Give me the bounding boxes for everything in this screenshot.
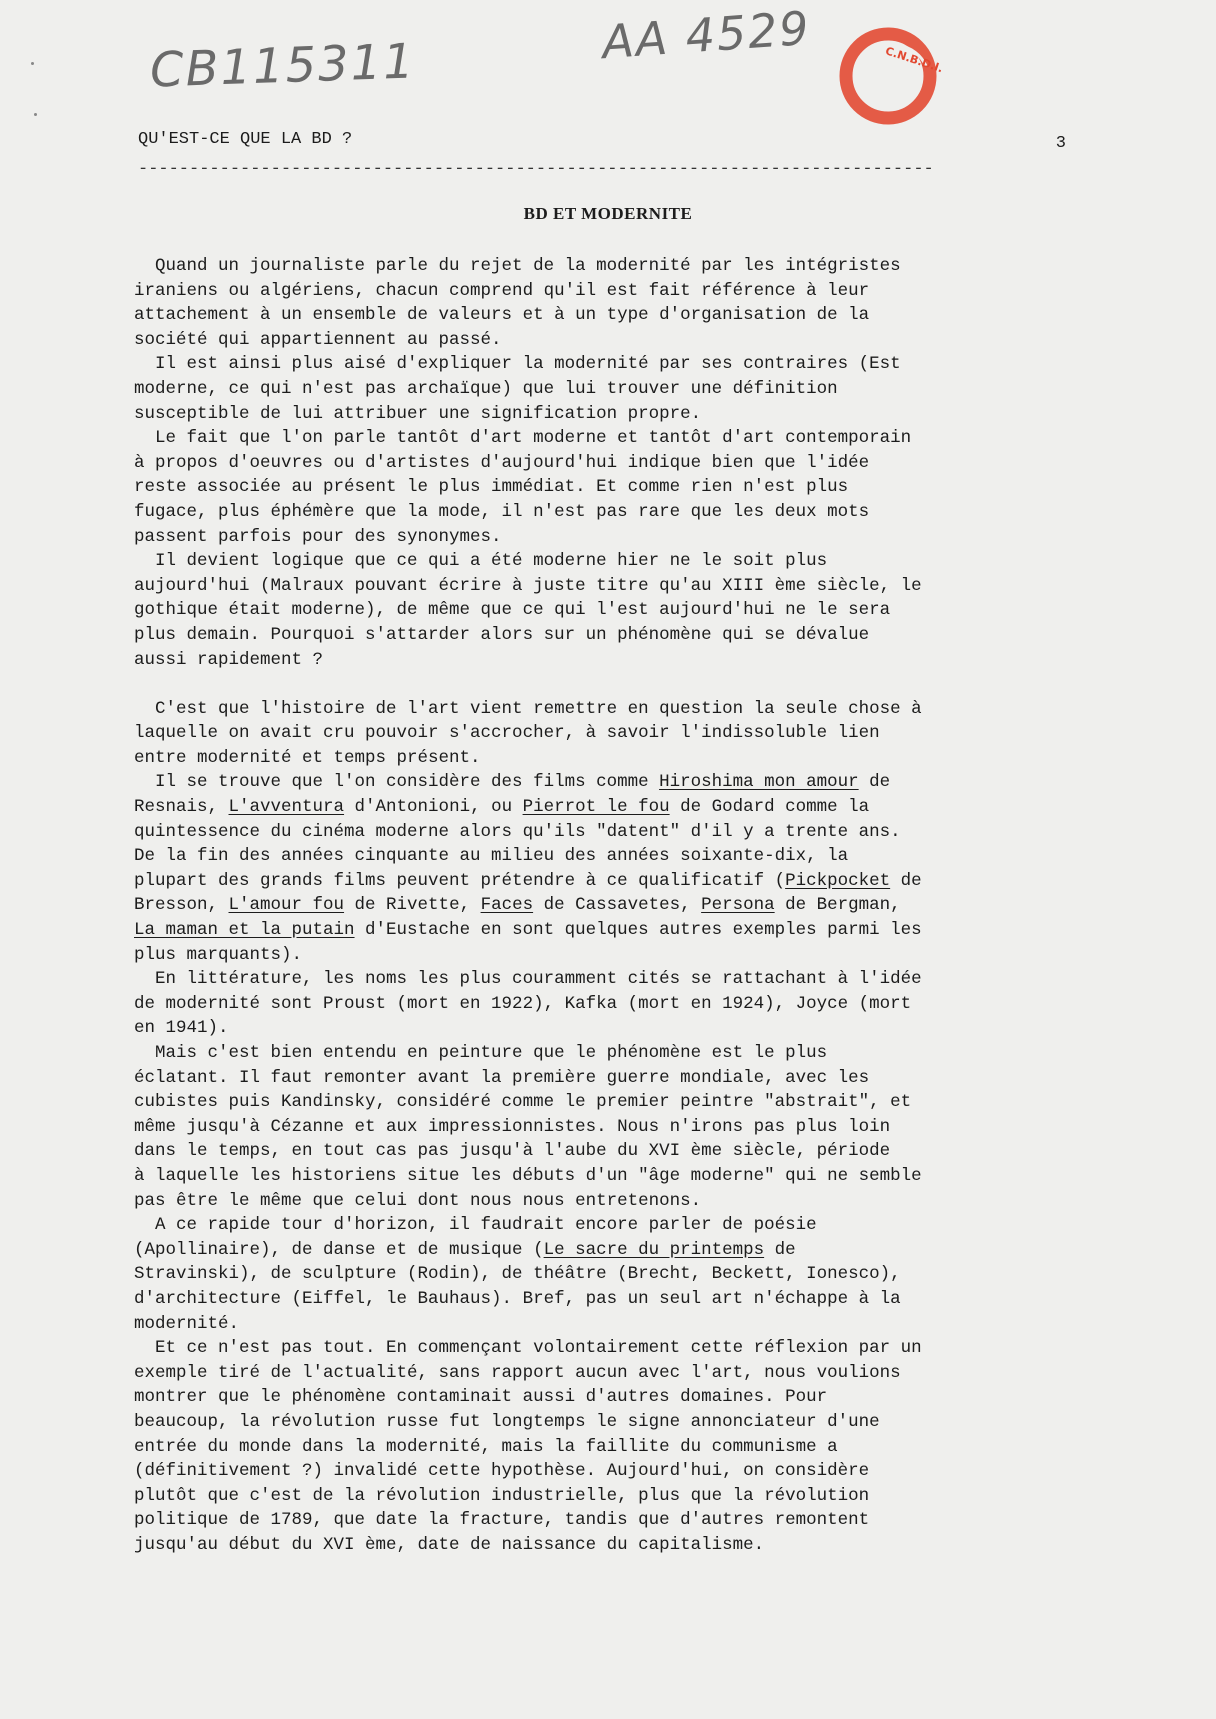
paragraph-gap [134,672,1074,697]
text-line [134,770,1074,795]
text-line: même jusqu'à Cézanne et aux impressionnistes. Nous n'irons pas plus loin [134,1116,891,1137]
paragraph [134,697,1074,771]
text-run: plupart des grands films peuvent prétendre à ce qualificatif ( [134,870,786,891]
text-line: à laquelle les historiens situe les débuts d'un "âge moderne" qui ne semble [134,1165,922,1186]
text-line: d'architecture (Eiffel, le Bauhaus). Bref, pas un seul art n'échappe à la [134,1288,901,1309]
text-line: jusqu'au début du XVI ème, date de naissance du capitalisme. [134,1534,765,1555]
film-title: Persona [701,895,775,916]
text-line: entrée du monde dans la modernité, mais la faillite du communisme a [134,1436,838,1457]
text-run: Il se trouve que l'on considère des films comme [134,772,660,793]
text-line: exemple tiré de l'actualité, sans rapport aucun avec l'art, nous voulions [134,1362,901,1383]
text-line: Stravinski), de sculpture (Rodin), de théâtre (Brecht, Beckett, Ionesco), [134,1264,901,1285]
text-run: Bresson, [134,895,229,916]
text-line: quintessence du cinéma moderne alors qu'ils "datent" d'il y a trente ans. [134,821,901,842]
article-body [134,254,1074,1557]
page-number: 3 [1055,134,1066,153]
paper-speck [31,62,34,65]
text-line: attachement à un ensemble de valeurs et à un type d'organisation de la [134,305,870,326]
handwritten-shelf-mark: AA 4529 [600,0,813,70]
film-title: Faces [480,895,534,916]
text-line: pas être le même que celui dont nous nous entretenons. [134,1190,702,1211]
text-line [134,918,1074,943]
handwritten-catalog-number: CB115311 [149,33,417,99]
paragraph [134,549,1074,672]
header-rule: ------------------------------------------------------------------------------ [138,160,934,179]
text-line: (définitivement ?) invalidé cette hypothèse. Aujourd'hui, on considère [134,1461,870,1482]
text-line: De la fin des années cinquante au milieu des années soixante-dix, la [134,846,849,867]
text-line: Il devient logique que ce qui a été moderne hier ne le soit plus [134,551,828,572]
text-line: gothique était moderne), de même que ce qui l'est aujourd'hui ne le sera [134,600,891,621]
text-line [134,1238,1074,1263]
text-line: susceptible de lui attribuer une signification propre. [134,403,702,424]
text-line: société qui appartiennent au passé. [134,329,502,350]
text-line: cubistes puis Kandinsky, considéré comme le premier peintre "abstrait", et [134,1092,912,1113]
text-line: modernité. [134,1313,240,1334]
text-line: Il est ainsi plus aisé d'expliquer la modernité par ses contraires (Est [134,354,901,375]
text-line: Le fait que l'on parle tantôt d'art moderne et tantôt d'art contemporain [134,428,912,449]
paragraph [134,967,1074,1041]
text-line: C'est que l'histoire de l'art vient remettre en question la seule chose à [134,698,922,719]
text-line: moderne, ce qui n'est pas archaïque) que lui trouver une définition [134,378,838,399]
text-line: plus demain. Pourquoi s'attarder alors sur un phénomène qui se dévalue [134,624,870,645]
text-run: d'Antonioni, ou [344,797,523,818]
text-line: laquelle on avait cru pouvoir s'accrocher, à savoir l'indissoluble lien [134,723,880,744]
text-run: de Godard comme la [669,797,870,818]
text-line: reste associée au présent le plus immédiat. Et comme rien n'est plus [134,477,849,498]
text-line: aujourd'hui (Malraux pouvant écrire à juste titre qu'au XIII ème siècle, le [134,575,922,596]
film-title: La maman et la putain [134,920,355,941]
text-line: aussi rapidement ? [134,649,324,670]
text-run: de [764,1239,796,1260]
film-title: Pickpocket [785,870,891,891]
text-line: En littérature, les noms les plus couramment cités se rattachant à l'idée [134,969,922,990]
text-line [134,893,1074,918]
text-line: Et ce n'est pas tout. En commençant volontairement cette réflexion par un [134,1338,922,1359]
library-stamp [834,20,942,128]
paragraph [134,426,1074,549]
paper-speck [34,113,37,116]
paragraph-arts [134,1213,1074,1336]
header-title: QU'EST-CE QUE LA BD ? [138,130,353,149]
text-run: (Apollinaire), de danse et de musique ( [134,1239,544,1260]
text-line: A ce rapide tour d'horizon, il faudrait encore parler de poésie [134,1215,817,1236]
text-line: montrer que le phénomène contaminait aussi d'autres domaines. Pour [134,1387,828,1408]
svg-text:C.N.B.D.I.: C.N.B.D.I. [883,44,942,76]
text-line: iraniens ou algériens, chacun comprend qu'il est fait référence à leur [134,280,870,301]
text-run: de Rivette, [344,895,481,916]
text-line: Quand un journaliste parle du rejet de la modernité par les intégristes [134,256,901,276]
text-line: Mais c'est bien entendu en peinture que le phénomène est le plus [134,1043,828,1063]
paragraph-films [134,770,1074,967]
text-run: Resnais, [134,797,229,818]
text-line: politique de 1789, que date la fracture, tandis que d'autres remontent [134,1510,870,1531]
paragraph [134,352,1074,426]
film-title: Pierrot le fou [522,797,670,818]
text-line: entre modernité et temps présent. [134,747,481,768]
text-line: passent parfois pour des synonymes. [134,526,502,547]
film-title: L'amour fou [228,895,345,916]
text-line: en 1941). [134,1018,229,1039]
text-run: de Bergman, [774,895,901,916]
film-title: Hiroshima mon amour [659,772,859,793]
text-line: à propos d'oeuvres ou d'artistes d'aujourd'hui indique bien que l'idée [134,452,870,473]
text-line [134,795,1074,820]
paragraph [134,1041,1074,1213]
text-line: de modernité sont Proust (mort en 1922), Kafka (mort en 1924), Joyce (mort [134,993,912,1014]
page-header [138,130,1070,156]
stamp-text [834,20,942,128]
text-line: éclatant. Il faut remonter avant la première guerre mondiale, avec les [134,1067,870,1088]
section-title: BD ET MODERNITE [523,204,693,223]
text-line: plus marquants). [134,944,303,965]
text-line: plutôt que c'est de la révolution industrielle, plus que la révolution [134,1485,870,1506]
text-line: dans le temps, en tout cas pas jusqu'à l'aube du XVI ème siècle, période [134,1141,891,1162]
paragraph [134,1336,1074,1557]
work-title: Le sacre du printemps [543,1239,765,1260]
paragraph [134,254,1074,352]
text-line: beaucoup, la révolution russe fut longtemps le signe annonciateur d'une [134,1411,880,1432]
text-run: de [890,870,922,891]
text-run: d'Eustache en sont quelques autres exemples parmi les [354,920,922,941]
text-run: de Cassavetes, [533,895,702,916]
film-title: L'avventura [228,797,345,818]
text-run: de [858,772,891,793]
text-line: fugace, plus éphémère que la mode, il n'est pas rare que les deux mots [134,501,870,522]
text-line [134,869,1074,894]
